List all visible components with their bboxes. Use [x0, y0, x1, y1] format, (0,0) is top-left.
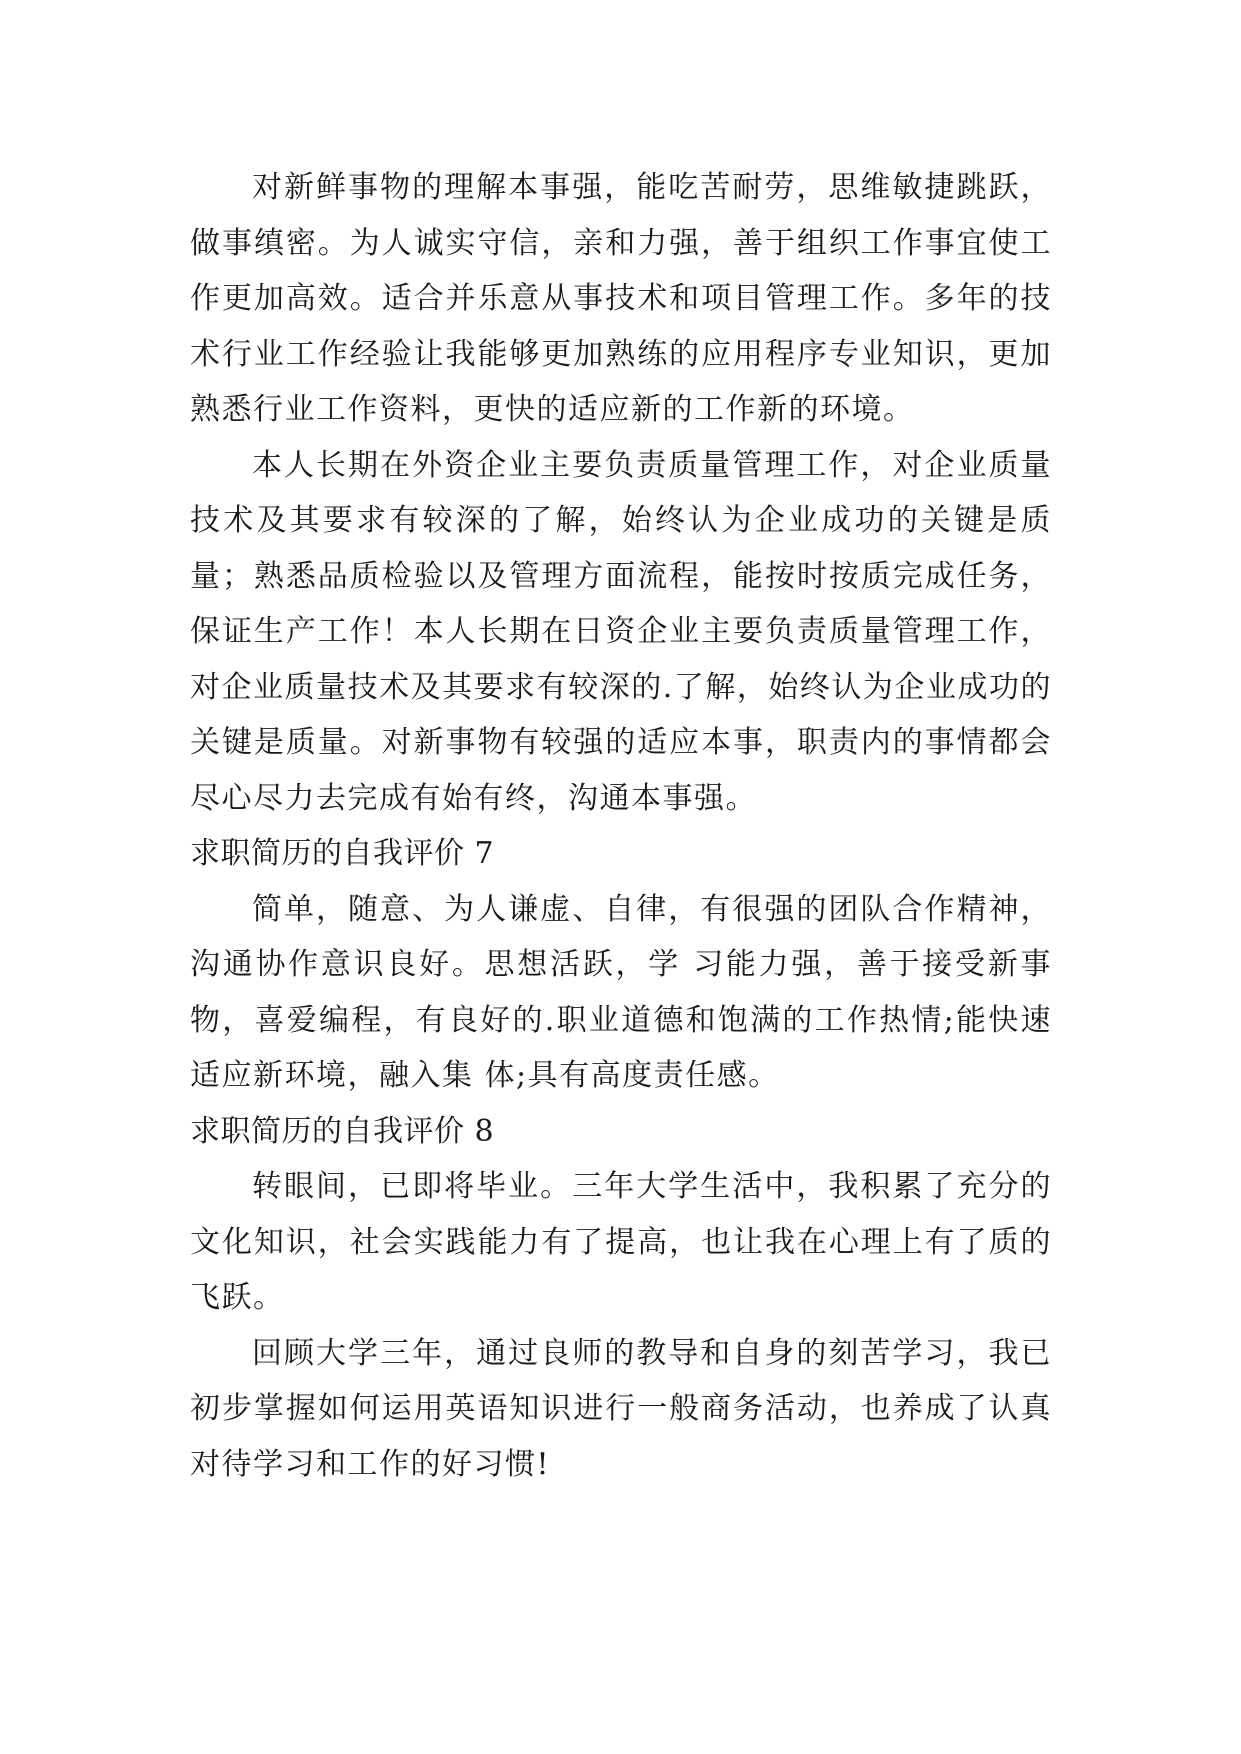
paragraph-self-assessment-8a: 转眼间，已即将毕业。三年大学生活中，我积累了充分的文化知识，社会实践能力有了提高，也让我在心理上有了质的飞跃。 [190, 1169, 1052, 1315]
paragraph-self-assessment-7: 简单，随意、为人谦虚、自律，有很强的团队合作精神，沟通协作意识良好。思想活跃，学 习能力强，善于接受新事物，喜爱编程，有良好的.职业道德和饱满的工作热情;能快速适应新环境，融入集 体;具有高度责任感。 [190, 891, 1052, 1093]
paragraph-self-assessment-2: 本人长期在外资企业主要负责质量管理工作，对企业质量技术及其要求有较深的了解，始终认为企业成功的关键是质量；熟悉品质检验以及管理方面流程，能按时按质完成任务，保证生产工作！本人长期在日资企业主要负责质量管理工作，对企业质量技术及其要求有较深的.了解，始终认为企业成功的关键是质量。对新事物有较强的适应本事，职责内的事情都会尽心尽力去完成有始有终，沟通本事强。 [190, 447, 1052, 816]
paragraph-self-assessment-8b: 回顾大学三年，通过良师的教导和自身的刻苦学习，我已初步掌握如何运用英语知识进行一般商务活动，也养成了认真对待学习和工作的好习惯! [190, 1335, 1052, 1482]
section-heading-8: 求职简历的自我评价 8 [190, 1113, 495, 1149]
paragraph-self-assessment-1: 对新鲜事物的理解本事强，能吃苦耐劳，思维敏捷跳跃，做事缜密。为人诚实守信，亲和力强，善于组织工作事宜使工作更加高效。适合并乐意从事技术和项目管理工作。多年的技术行业工作经验让我能够更加熟练的应用程序专业知识，更加熟悉行业工作资料，更快的适应新的工作新的环境。 [190, 170, 1052, 427]
section-heading-7: 求职简历的自我评价 7 [190, 836, 495, 871]
document-body [190, 160, 1052, 1492]
